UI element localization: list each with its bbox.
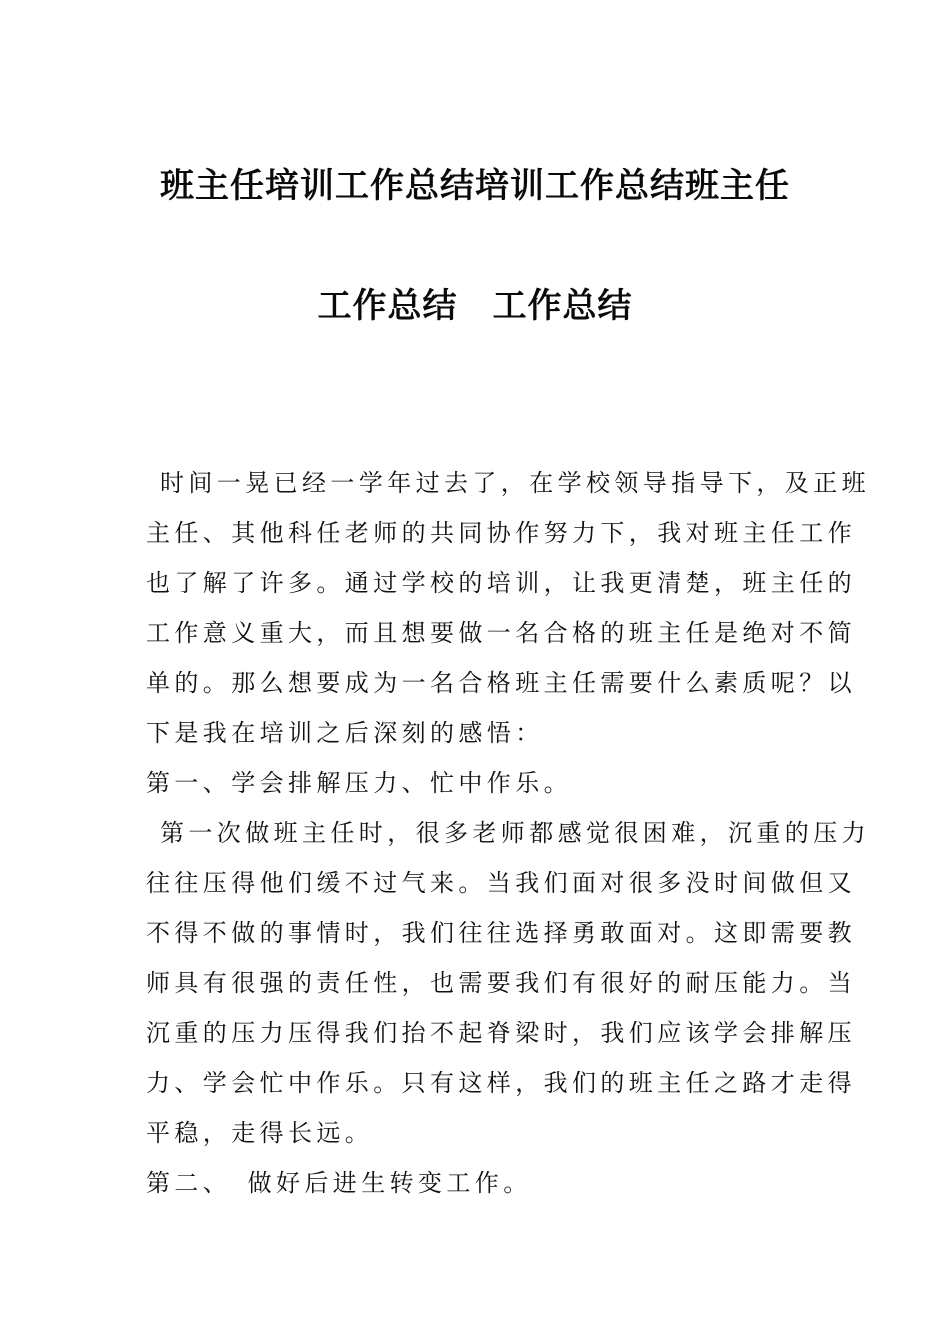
- paragraph-line: 不得不做的事情时，我们往往选择勇敢面对。这即需要教: [146, 919, 856, 947]
- paragraph-line: 平稳，走得长远。: [146, 1119, 374, 1147]
- paragraph-line: 时间一晃已经一学年过去了，在学校领导指导下，及正班: [160, 469, 870, 497]
- document-body: [146, 458, 870, 1208]
- section-heading-1: 第一、学会排解压力、忙中作乐。: [146, 769, 572, 797]
- paragraph-line: 第一次做班主任时，很多老师都感觉很困难，沉重的压力: [160, 819, 870, 847]
- document-title-line-1: 班主任培训工作总结培训工作总结班主任: [160, 166, 790, 206]
- paragraph-line: 工作意义重大，而且想要做一名合格的班主任是绝对不简: [146, 619, 856, 647]
- section-heading-2: 第二、 做好后进生转变工作。: [146, 1169, 532, 1197]
- document-title-line-2: 工作总结 工作总结: [317, 286, 633, 326]
- paragraph-line: 也了解了许多。通过学校的培训，让我更清楚，班主任的: [146, 569, 856, 597]
- paragraph-line: 力、学会忙中作乐。只有这样，我们的班主任之路才走得: [146, 1069, 856, 1097]
- paragraph-line: 主任、其他科任老师的共同协作努力下，我对班主任工作: [146, 519, 856, 547]
- paragraph-line: 沉重的压力压得我们抬不起脊梁时，我们应该学会排解压: [146, 1019, 856, 1047]
- paragraph-line: 师具有很强的责任性，也需要我们有很好的耐压能力。当: [146, 969, 856, 997]
- paragraph-line: 往往压得他们缓不过气来。当我们面对很多没时间做但又: [146, 869, 856, 897]
- paragraph-line: 单的。那么想要成为一名合格班主任需要什么素质呢？以: [146, 669, 856, 697]
- paragraph-line: 下是我在培训之后深刻的感悟：: [146, 719, 544, 747]
